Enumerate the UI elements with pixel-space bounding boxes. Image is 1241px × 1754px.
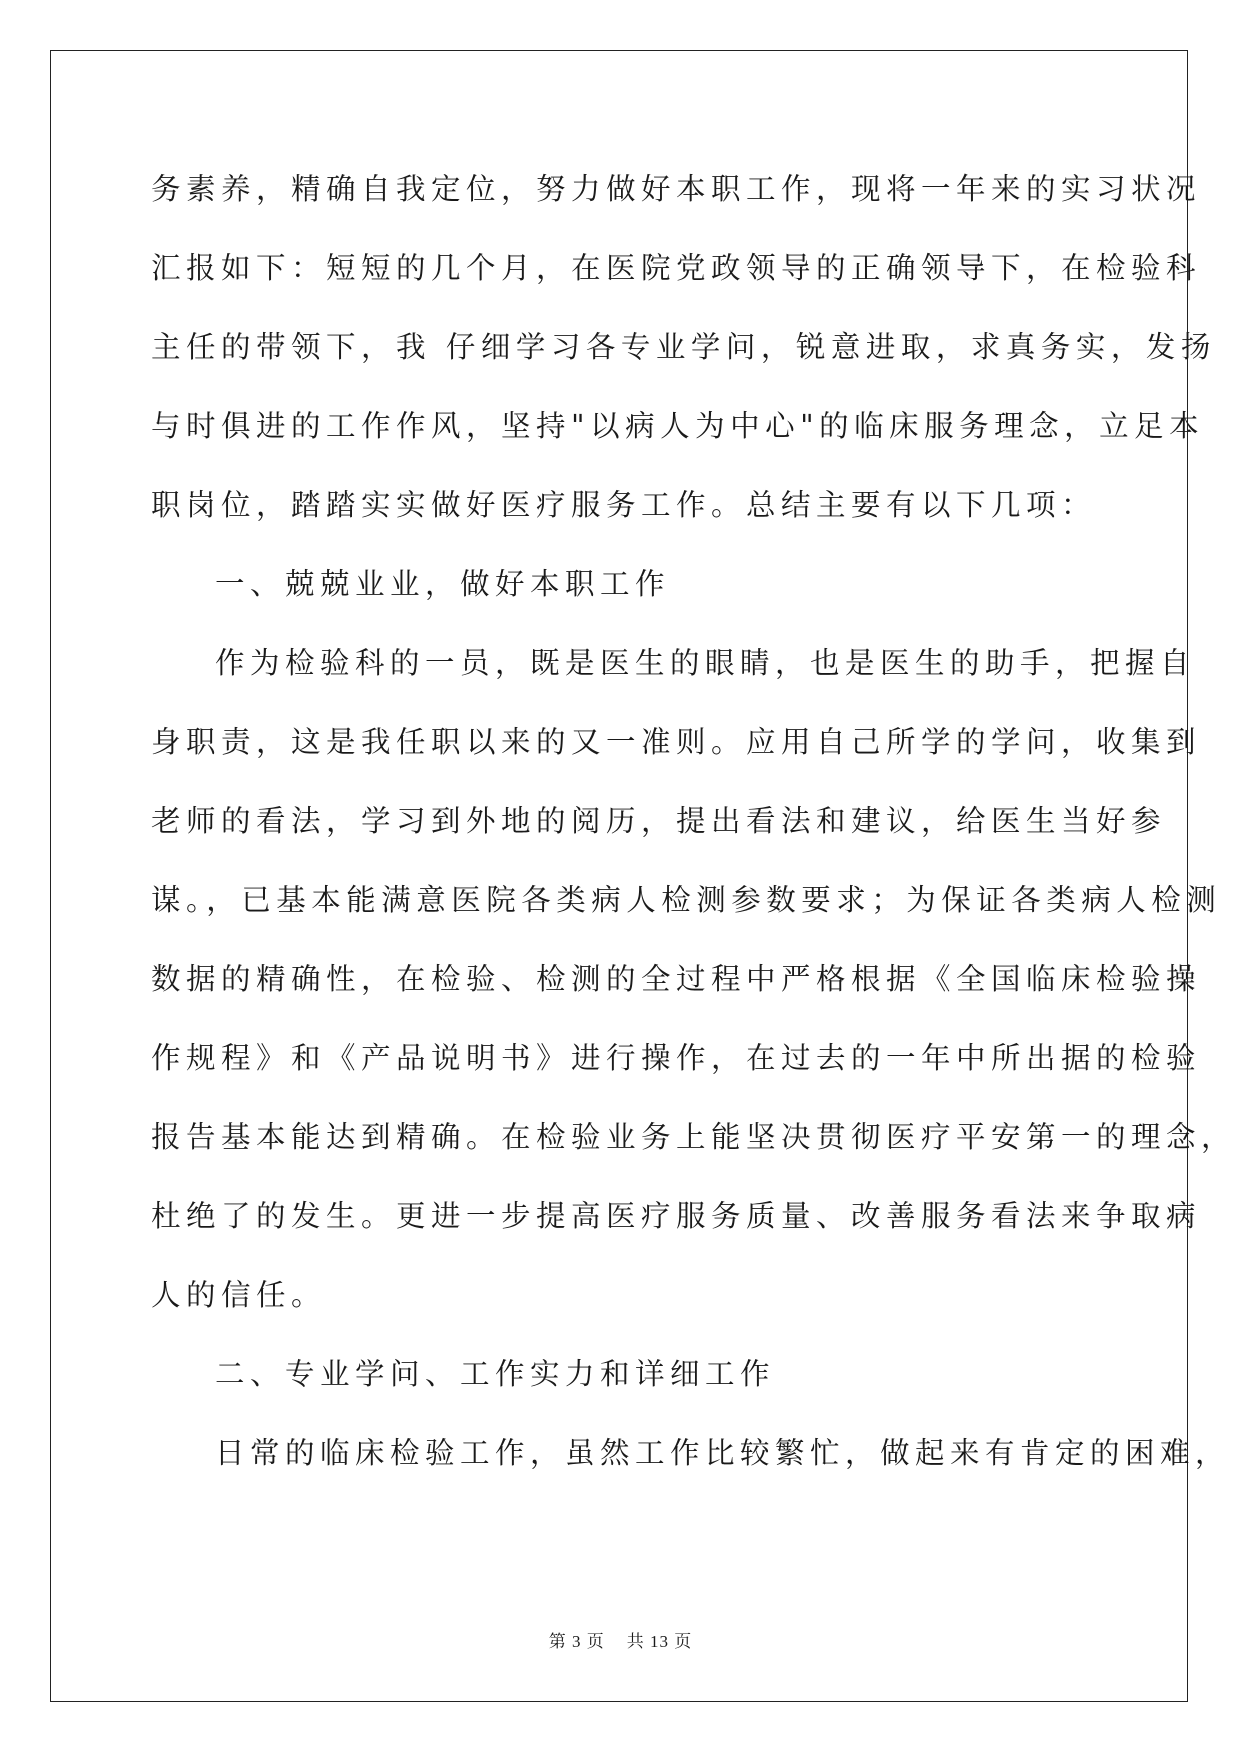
- text-line: 与时俱进的工作作风，坚持"以病人为中心"的临床服务理念，立足本: [151, 409, 1205, 443]
- text-line: 谋。，已基本能满意医院各类病人检测参数要求；为保证各类病人检测: [151, 883, 1222, 917]
- text-line: 汇报如下：短短的几个月，在医院党政领导的正确领导下，在检验科: [151, 251, 1202, 285]
- paragraph-start-line: 日常的临床检验工作，虽然工作比较繁忙，做起来有肯定的困难，: [215, 1436, 1231, 1470]
- text-line: 职岗位，踏踏实实做好医疗服务工作。总结主要有以下几项：: [151, 488, 1097, 522]
- page-footer: [0, 1627, 1241, 1652]
- section-heading: 一、兢兢业业，做好本职工作: [215, 567, 671, 601]
- text-line: 身职责，这是我任职以来的又一准则。应用自己所学的学问，收集到: [151, 725, 1202, 759]
- text-line: 作规程》和《产品说明书》进行操作，在过去的一年中所出据的检验: [151, 1041, 1202, 1075]
- section-heading: 二、专业学问、工作实力和详细工作: [215, 1357, 776, 1391]
- text-line: 报告基本能达到精确。在检验业务上能坚决贯彻医疗平安第一的理念，: [151, 1120, 1237, 1154]
- text-line: 老师的看法，学习到外地的阅历，提出看法和建议，给医生当好参: [151, 804, 1167, 838]
- page-total: 共 13 页: [626, 1632, 693, 1651]
- document-body: [151, 160, 1237, 1503]
- text-line: 主任的带领下，我 仔细学习各专业学问，锐意进取，求真务实，发扬: [151, 330, 1216, 364]
- text-line: 务素养，精确自我定位，努力做好本职工作，现将一年来的实习状况: [151, 172, 1202, 206]
- text-line: 人的信任。: [151, 1278, 327, 1312]
- page-number: 第 3 页: [548, 1632, 605, 1651]
- paragraph-start-line: 作为检验科的一员，既是医生的眼睛，也是医生的助手，把握自: [215, 646, 1196, 680]
- text-line: 数据的精确性，在检验、检测的全过程中严格根据《全国临床检验操: [151, 962, 1202, 996]
- text-line: 杜绝了的发生。更进一步提高医疗服务质量、改善服务看法来争取病: [151, 1199, 1202, 1233]
